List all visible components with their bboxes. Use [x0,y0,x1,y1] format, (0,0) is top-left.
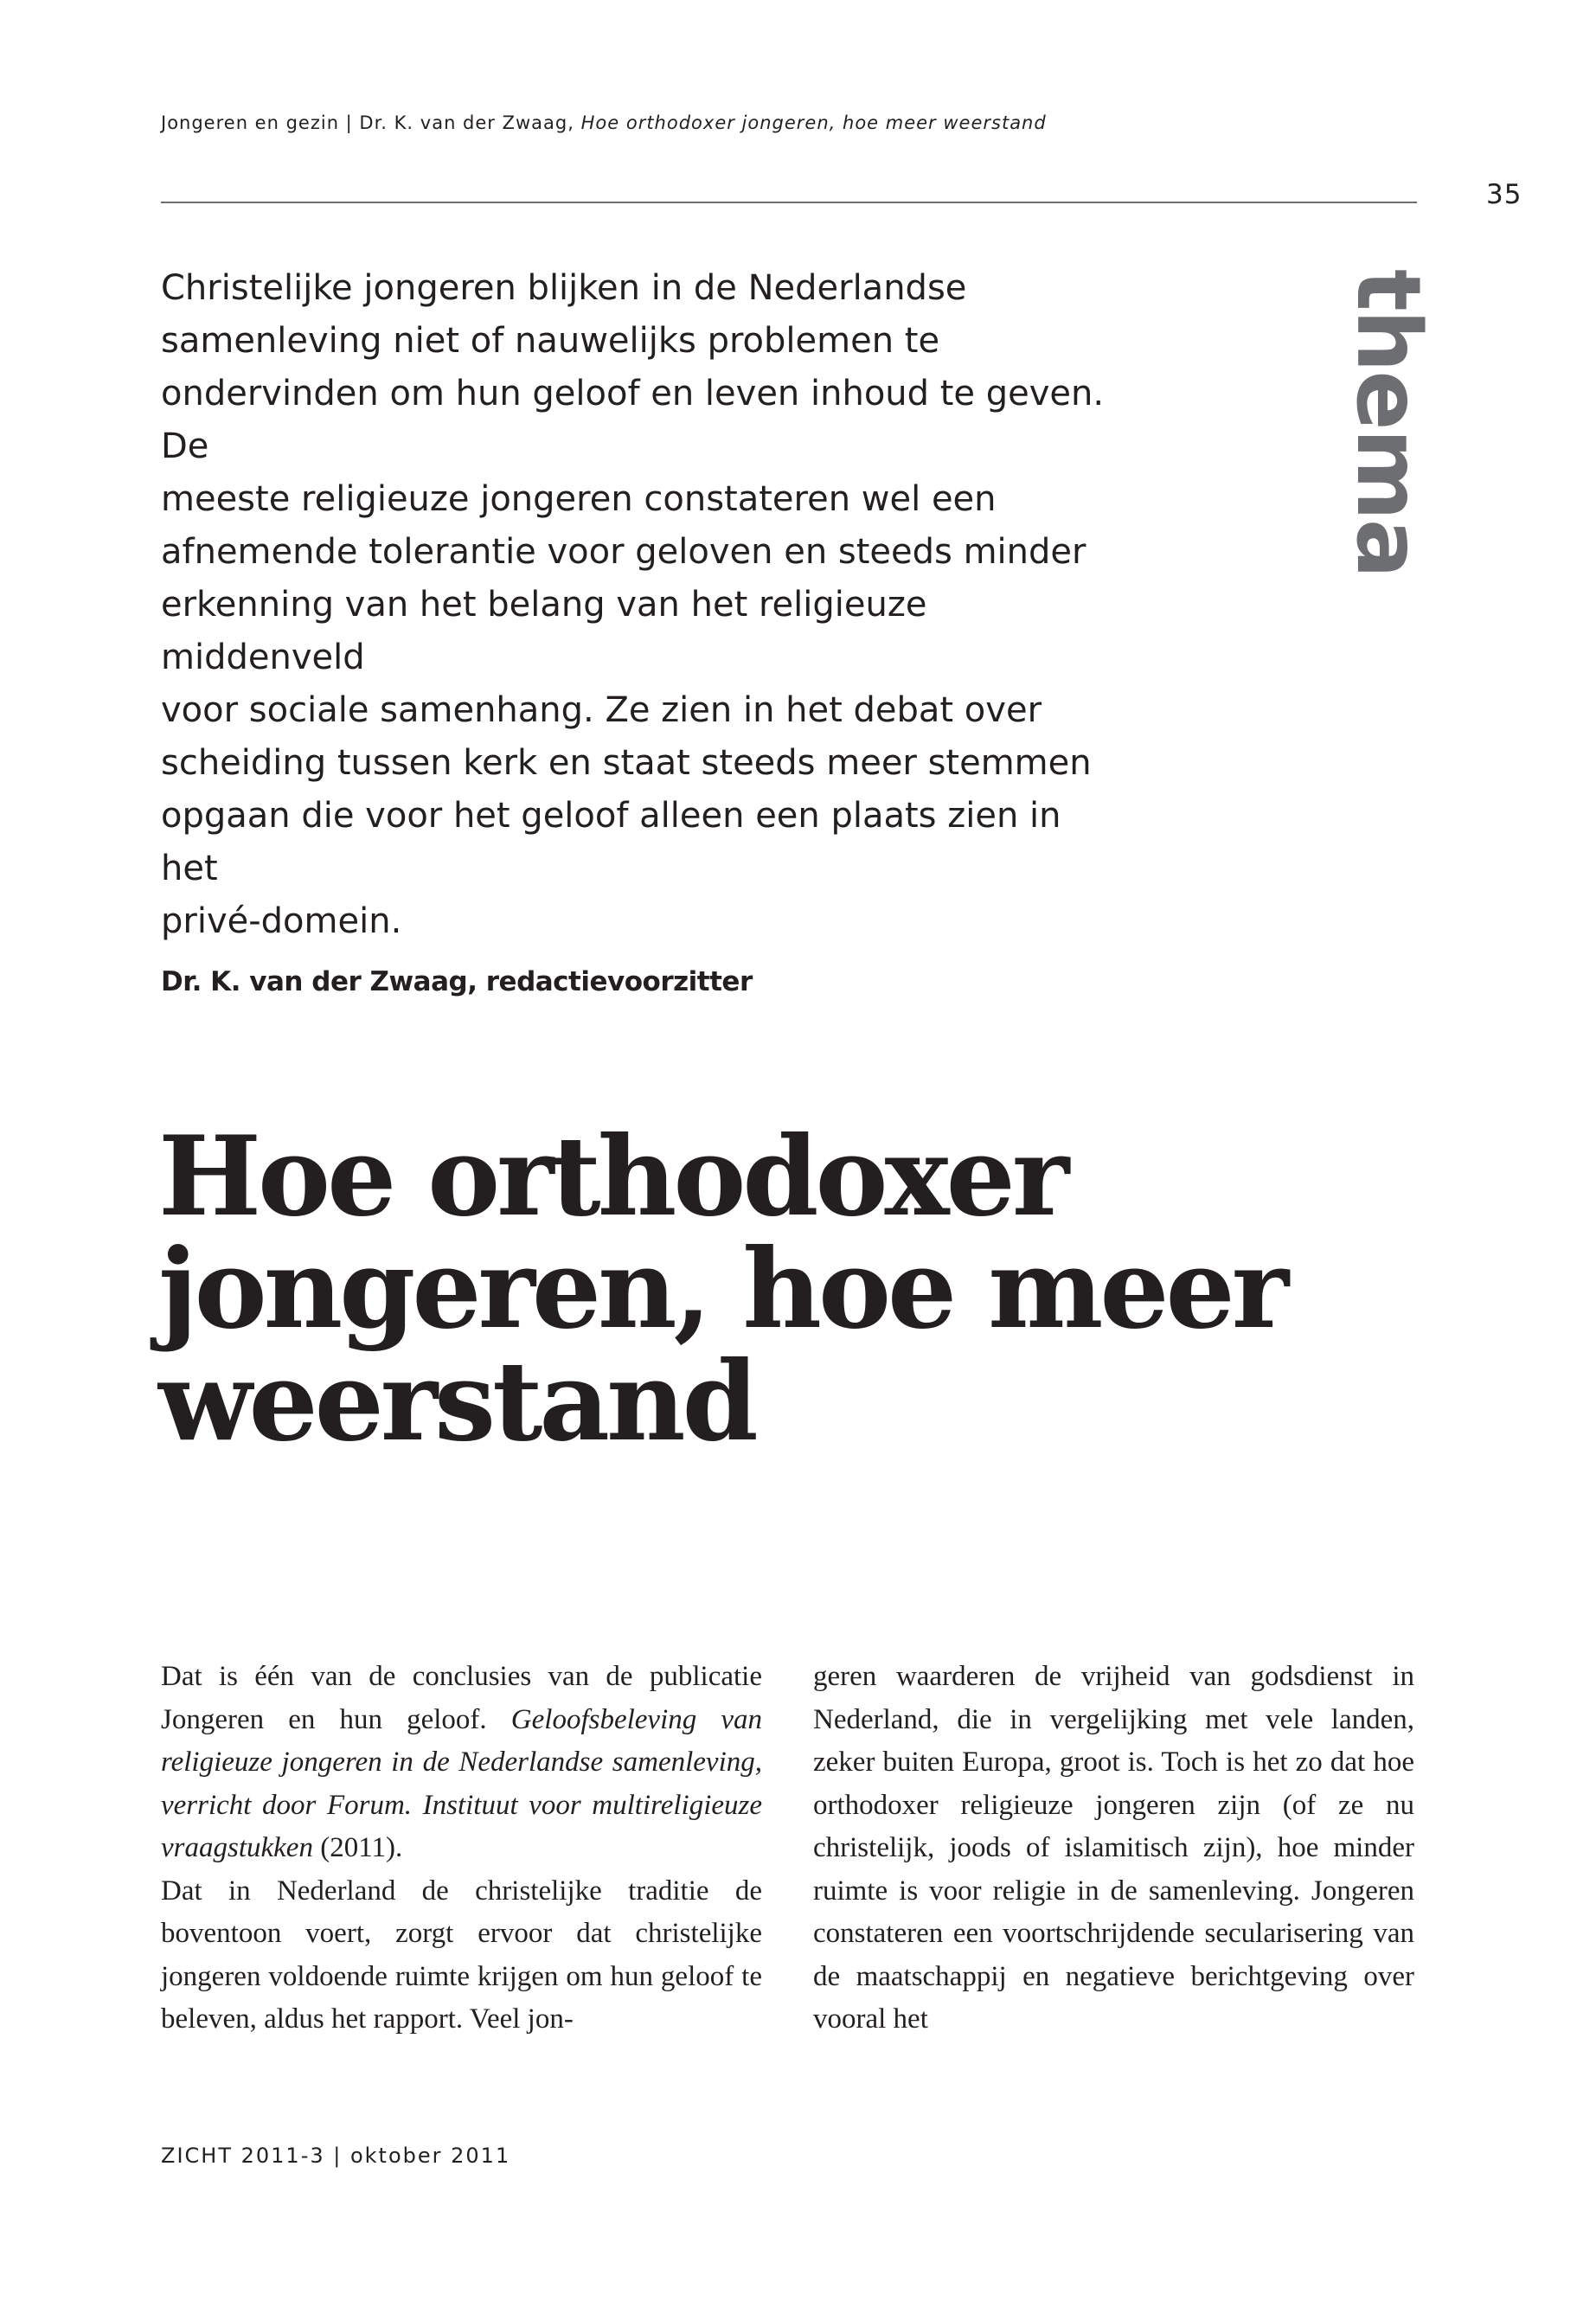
body-column-right [813,1656,1414,2041]
intro-line: Christelijke jongeren blijken in de Nederlandse [161,268,967,308]
body-text: (2011). [312,1832,403,1863]
intro-line: meeste religieuze jongeren constateren wel een [161,479,997,519]
intro-line: afnemende tolerantie voor geloven en steeds minder [161,532,1086,572]
title-line: Hoe orthodoxer [158,1112,1067,1240]
page-footer: ZICHT 2011-3 | oktober 2011 [161,2144,511,2168]
intro-line: opgaan die voor het geloof alleen een plaats zien in het [161,796,1061,888]
header-rule [161,202,1417,203]
body-column-left [161,1656,762,2041]
intro-line: erkenning van het belang van het religieuze middenveld [161,585,927,677]
intro-line: scheiding tussen kerk en staat steeds meer stemmen [161,743,1092,783]
author-byline: Dr. K. van der Zwaag, redactievoorzitter [161,966,753,997]
intro-line: voor sociale samenhang. Ze zien in het debat over [161,690,1042,730]
publication-title: Geloofsbeleving van religieuze jongeren in de Nederlandse samenleving, verricht door Forum. Instituut voor multireligieuze vraagstukken [161,1703,762,1863]
running-header-section: Jongeren en gezin | Dr. K. van der Zwaag, [161,112,581,133]
running-header [161,112,1047,133]
intro-line: ondervinden om hun geloof en leven inhoud te geven. De [161,374,1105,466]
side-label-thema: thema [1336,269,1439,577]
body-paragraph: geren waarderen de vrijheid van godsdienst in Nederland, die in vergelijking met vele landen, zeker buiten Europa, groot is. Toch is het zo dat hoe orthodoxer religieuze jongeren zijn (of ze nu christelijk, joods of islamitisch zijn), hoe minder ruimte is voor religie in de samenleving. Jongeren constateren een voortschrijdende secularisering van de maatschappij en negatieve berichtgeving over vooral het [813,1661,1414,2035]
intro-lead [161,262,1121,948]
body-text: Dat is één van de conclusies van de publicatie Jongeren en hun geloof. [161,1661,762,1735]
body-paragraph: Dat in Nederland de christelijke traditie de boventoon voert, zorgt ervoor dat christelijke jongeren voldoende ruimte krijgen om hun geloof te beleven, aldus het rapport. Veel jon- [161,1875,762,2035]
intro-line: samenleving niet of nauwelijks problemen te [161,321,940,361]
title-line: jongeren, hoe meer [158,1225,1286,1353]
article-title [158,1112,1456,1465]
page-number: 35 [1486,179,1522,210]
running-header-title: Hoe orthodoxer jongeren, hoe meer weerstand [580,112,1047,133]
intro-line: privé-domein. [161,901,402,941]
body-paragraph [161,1656,762,1870]
title-line: weerstand [158,1337,755,1465]
